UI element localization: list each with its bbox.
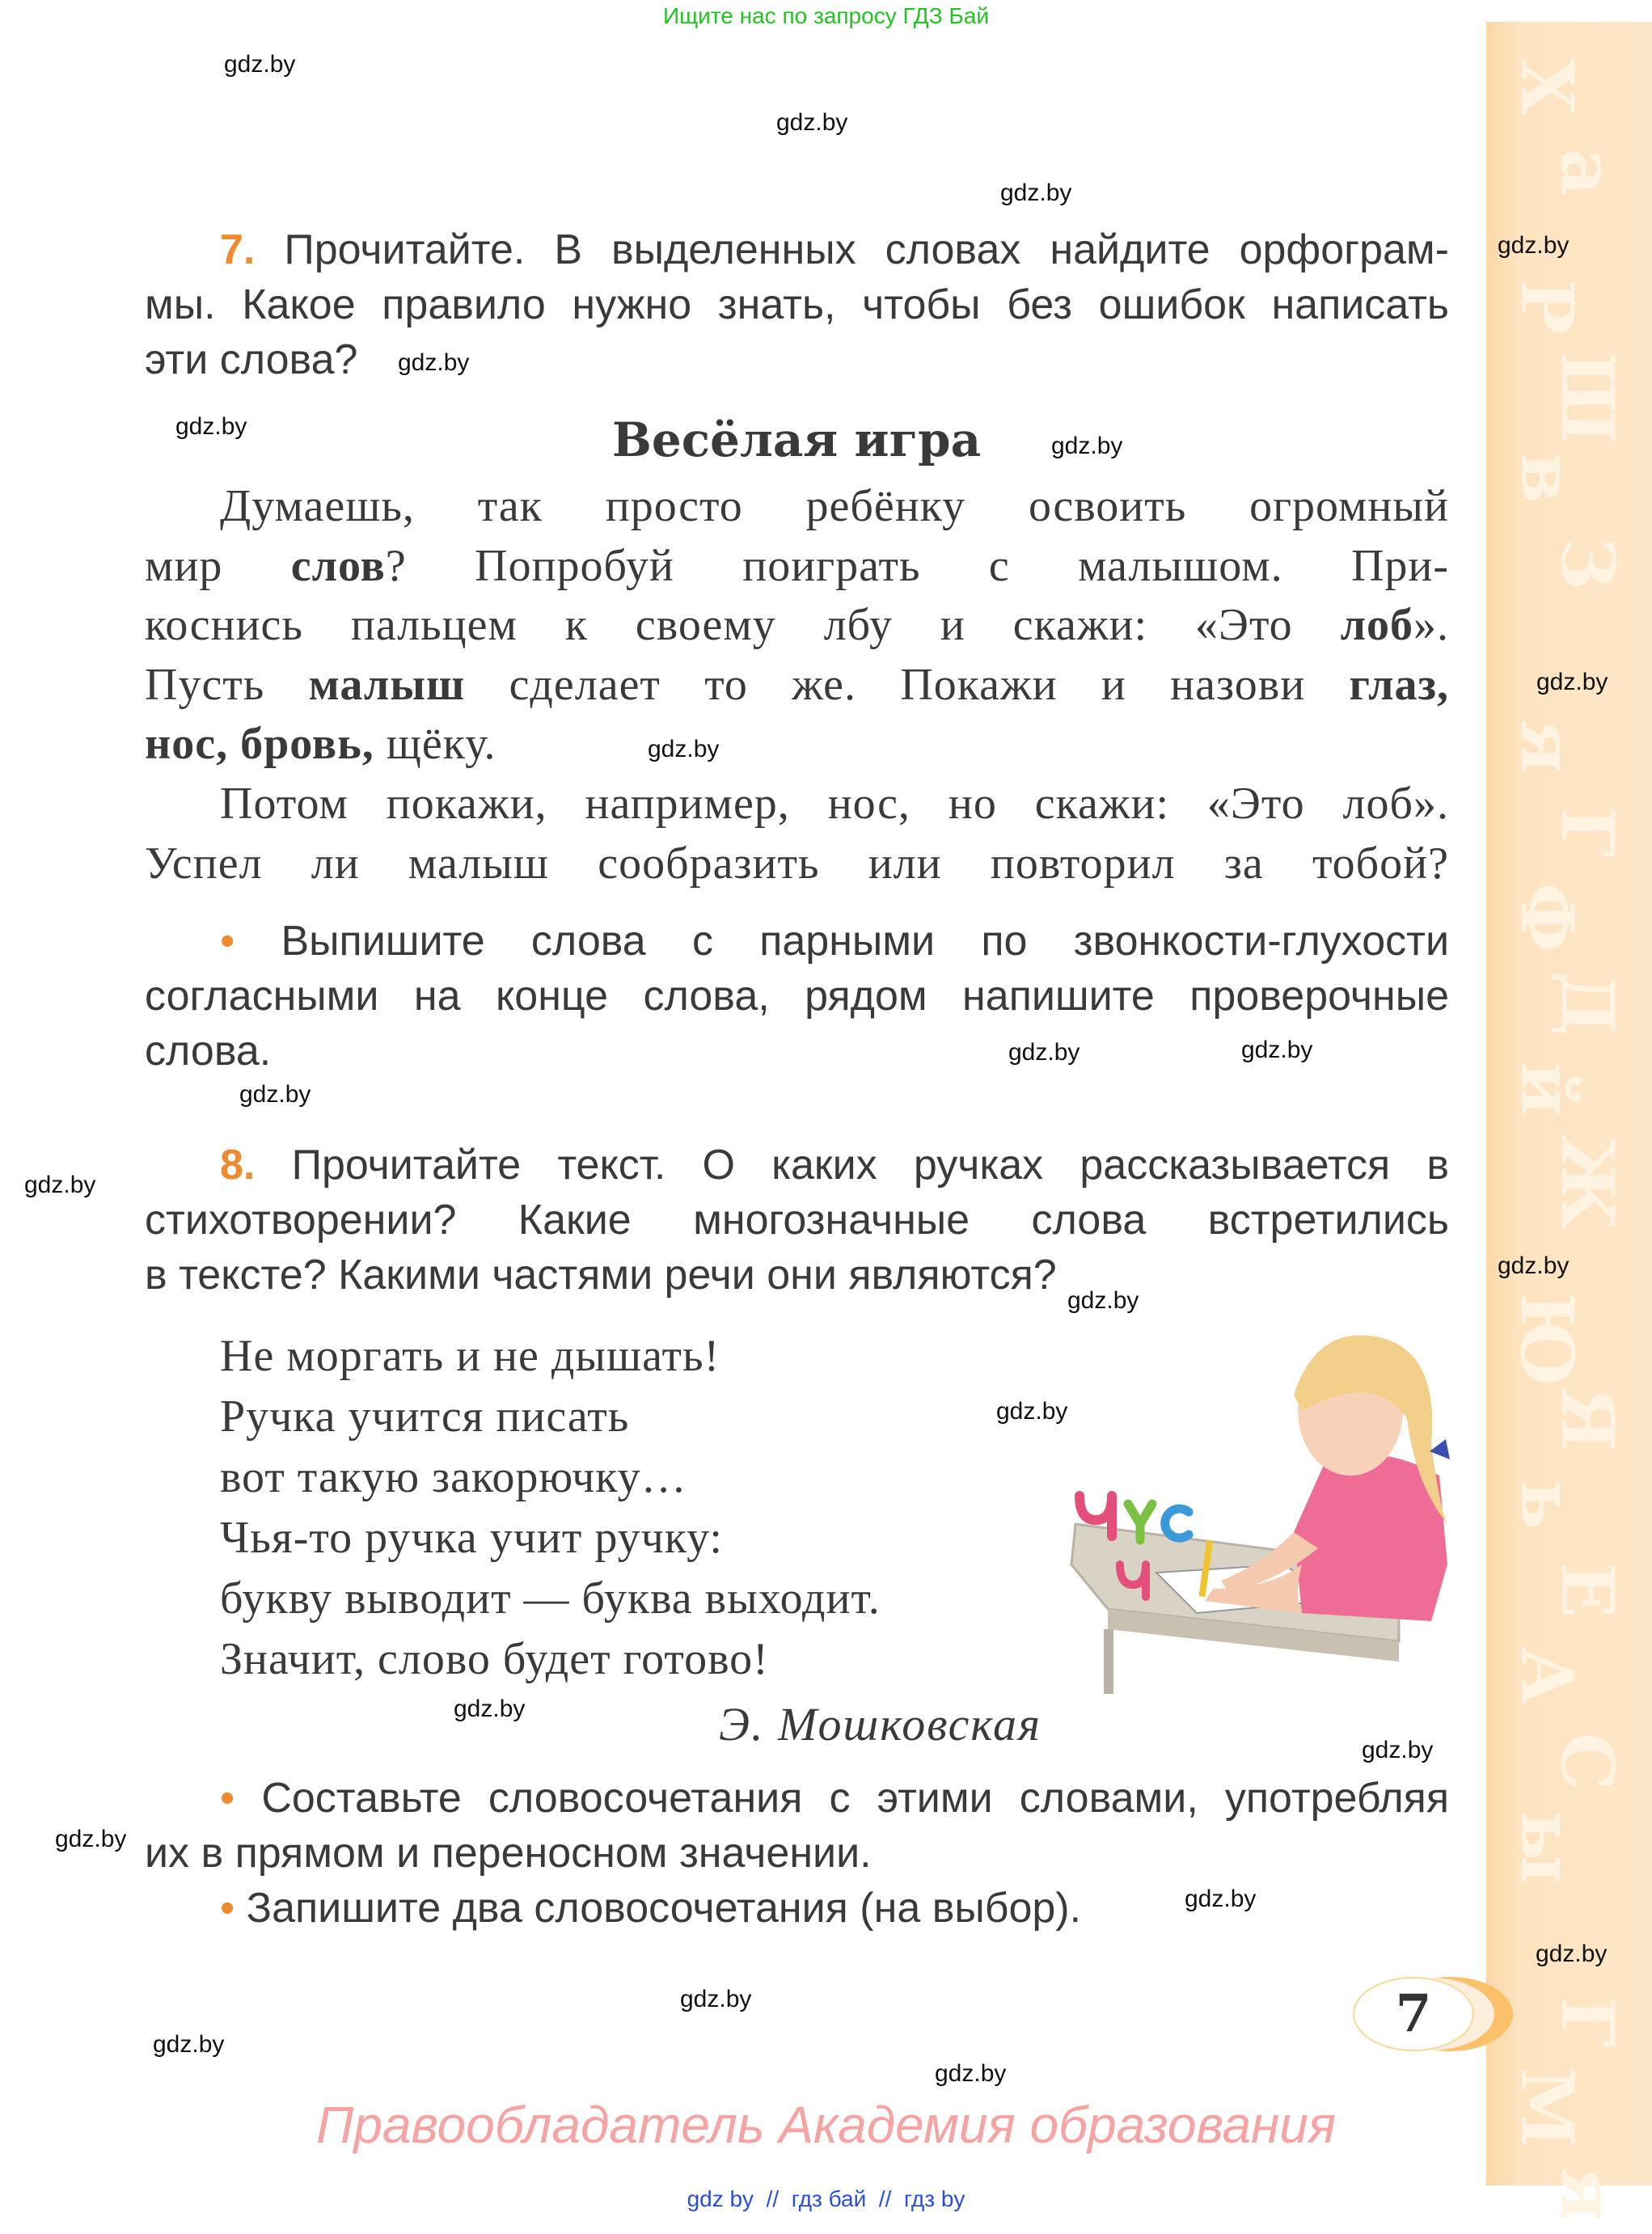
text-segment: слова. <box>145 1028 272 1075</box>
text-segment: Выпишите слова с парными по звонкости-глухости <box>234 918 1449 965</box>
page-number: 7 <box>1395 1983 1432 2044</box>
side-decorative-letter: Р <box>1504 279 1590 334</box>
text-line <box>145 1826 1449 1881</box>
watermark: gdz.by <box>1008 1039 1080 1066</box>
side-decorative-letter: й <box>1504 1062 1590 1117</box>
poem-line: букву выводит — буква выходит. <box>220 1573 881 1624</box>
side-decorative-letter: Е <box>1544 1562 1630 1619</box>
task-8-instructions <box>145 1138 1449 1303</box>
watermark: gdz.by <box>454 1696 526 1722</box>
watermark: gdz.by <box>776 109 848 136</box>
text-segment: Прочитайте текст. О каких ручках рассказывается в <box>255 1142 1449 1189</box>
side-decorative-letter: М <box>1504 2067 1590 2148</box>
emphasized-text: лоб <box>1340 600 1413 651</box>
text-segment: щёку. <box>374 719 496 770</box>
watermark: gdz.by <box>1067 1287 1139 1314</box>
poem-line: Ручка учится писать <box>220 1391 630 1442</box>
text-line <box>145 1771 1449 1826</box>
text-line <box>145 834 1449 894</box>
side-decorative-letter: Ж <box>1544 1134 1630 1231</box>
emphasized-text: 7. <box>220 226 256 273</box>
text-segment: Прочитайте. В выделенных словах найдите орфограм- <box>255 226 1449 273</box>
side-decorative-letter: ы <box>1504 1810 1590 1885</box>
watermark: gdz.by <box>1536 1940 1608 1967</box>
poem-line: вот такую закорючку… <box>220 1452 687 1502</box>
text-segment: в тексте? Какими частями речи они являются? <box>145 1252 1057 1299</box>
page-number-badge <box>1353 1975 1515 2053</box>
side-decorative-letter: Х <box>1504 58 1590 115</box>
watermark: gdz.by <box>680 1986 752 2012</box>
text-segment: стихотворении? Какие многозначные слова встретились <box>145 1197 1449 1244</box>
text-line <box>145 1138 1449 1193</box>
watermark: gdz.by <box>648 736 720 762</box>
text-line <box>145 477 1449 537</box>
emphasized-text: слов <box>290 540 386 591</box>
watermark: gdz.by <box>1185 1886 1257 1912</box>
watermark: gdz.by <box>24 1172 96 1198</box>
watermark: gdz.by <box>239 1081 311 1108</box>
bullet-icon: • <box>220 918 235 965</box>
story-title: Весёлая игра <box>611 412 982 467</box>
side-decorative-letter: я <box>1544 2166 1630 2221</box>
side-decorative-letter: в <box>1504 452 1590 504</box>
watermark: gdz.by <box>398 349 470 376</box>
text-line <box>145 914 1449 969</box>
side-decorative-letter: З <box>1544 537 1630 590</box>
text-segment: их в прямом и переносном значении. <box>145 1830 872 1877</box>
emphasized-text: малыш <box>308 659 466 710</box>
copyright-notice: Правообладатель Академия образования <box>315 2096 1337 2154</box>
text-segment: ». <box>1413 600 1449 651</box>
side-decorative-letter: Г <box>1544 806 1630 858</box>
side-decorative-letter: а <box>1544 148 1630 196</box>
text-line <box>145 332 1449 387</box>
side-decorative-letter: Я <box>1544 1387 1630 1451</box>
side-decorative-letter: Ю <box>1504 1293 1590 1387</box>
poem-line: Чья-то ручка учит ручку: <box>220 1513 723 1563</box>
side-decorative-letter: Ф <box>1504 883 1590 952</box>
text-line <box>145 596 1449 656</box>
watermark: gdz.by <box>1000 179 1072 206</box>
text-segment: Запишите два словосочетания (на выбор). <box>234 1885 1082 1932</box>
story-text <box>145 477 1449 893</box>
text-line <box>145 715 1449 775</box>
task-7-instructions <box>145 222 1449 387</box>
text-segment: Составьте словосочетания с этими словами, употребляя <box>234 1775 1449 1822</box>
watermark: gdz.by <box>175 413 247 440</box>
watermark: gdz.by <box>935 2060 1007 2087</box>
side-decorative-letter: Г <box>1544 1996 1630 2048</box>
text-line <box>145 656 1449 716</box>
poem-line: Значит, слово будет готово! <box>220 1634 769 1684</box>
text-line <box>145 1248 1449 1303</box>
bullet-icon: • <box>220 1885 235 1932</box>
watermark: gdz.by <box>1051 433 1123 459</box>
text-segment: согласными на конце слова, рядом напишите проверочные <box>145 973 1449 1020</box>
side-decorative-letter: Ш <box>1544 352 1630 445</box>
footer-links[interactable]: gdz by // гдз бай // гдз by <box>687 2186 965 2211</box>
poem <box>220 1326 881 1690</box>
watermark: gdz.by <box>55 1826 127 1852</box>
text-segment: эти слова? <box>145 336 358 383</box>
watermark: gdz.by <box>1241 1037 1313 1063</box>
search-hint-banner[interactable]: Ищите нас по запросу ГДЗ Бай <box>662 3 990 28</box>
text-line <box>145 969 1449 1024</box>
text-segment: мы. Какое правило нужно знать, чтобы без ошибок написать <box>145 281 1449 328</box>
girl-writing-illustration <box>1059 1322 1451 1698</box>
text-segment: сделает то же. Покажи и назови <box>465 659 1350 710</box>
text-segment: Пусть <box>145 659 309 710</box>
watermark: gdz.by <box>996 1398 1068 1425</box>
poem-line: Не моргать и не дышать! <box>220 1331 720 1381</box>
watermark: gdz.by <box>1536 669 1608 695</box>
emphasized-text: нос, бровь, <box>145 719 374 770</box>
text-segment: Успел ли малыш сообразить или повторил за тобой? <box>145 838 1449 889</box>
text-segment: коснись пальцем к своему лбу и скажи: «Это <box>145 600 1341 651</box>
side-decorative-letter: я <box>1504 719 1590 774</box>
bullet-icon: • <box>220 1775 235 1822</box>
text-line <box>145 277 1449 332</box>
text-segment: Думаешь, так просто ребёнку освоить огромный <box>220 481 1449 531</box>
side-alphabet-panel <box>1486 22 1652 2221</box>
text-segment: мир <box>145 540 291 591</box>
emphasized-text: 8. <box>220 1142 256 1189</box>
text-segment: Потом покажи, например, нос, но скажи: «Это лоб». <box>220 778 1449 829</box>
side-decorative-letter: Д <box>1544 970 1630 1037</box>
text-line <box>145 775 1449 834</box>
side-decorative-letter: А <box>1504 1646 1590 1706</box>
side-decorative-letter: ь <box>1504 1480 1590 1530</box>
watermark: gdz.by <box>1498 1252 1570 1279</box>
side-decorative-letter: С <box>1544 1733 1630 1791</box>
text-line <box>145 1193 1449 1248</box>
watermark: gdz.by <box>153 2031 225 2058</box>
watermark: gdz.by <box>1362 1737 1434 1763</box>
watermark: gdz.by <box>1498 232 1570 259</box>
emphasized-text: глаз, <box>1349 659 1450 710</box>
poem-author: Э. Мошковская <box>719 1698 1041 1750</box>
text-segment: ? Попробуй поиграть с малышом. При- <box>385 540 1450 591</box>
watermark: gdz.by <box>224 51 296 78</box>
text-line <box>145 537 1449 597</box>
text-line <box>145 222 1449 277</box>
